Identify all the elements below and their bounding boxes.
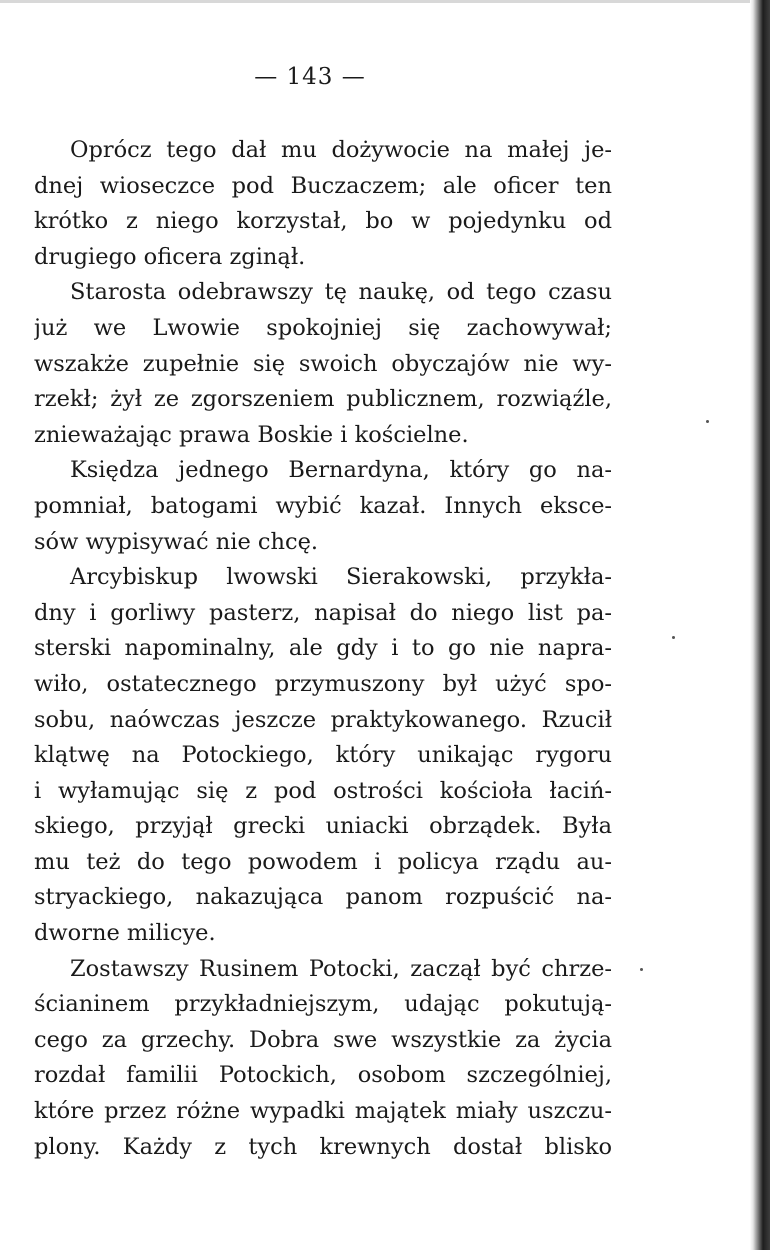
text-line: rozdał familii Potockich, osobom szczególniej, <box>34 1062 612 1089</box>
text-line: znieważając prawa Boskie i kościelne. <box>34 421 469 448</box>
text-line: wiło, ostatecznego przymuszony był użyć spo- <box>34 670 612 697</box>
text-line: i wyłamując się z pod ostrości kościoła łaciń- <box>34 777 612 804</box>
text-line: rzekł; żył ze zgorszeniem publicznem, rozwiąźle, <box>34 386 612 413</box>
page-number: — 143 — <box>254 64 366 90</box>
text-line: ścianinem przykładniejszym, udając pokutują- <box>34 991 612 1018</box>
text-line: sterski napominalny, ale gdy i to go nie napra- <box>34 635 612 662</box>
scan-right-edge <box>750 0 770 1250</box>
text-line: mu też do tego powodem i policya rządu au- <box>34 848 612 875</box>
text-line: Starosta odebrawszy tę naukę, od tego czasu <box>70 279 612 306</box>
text-line: plony. Każdy z tych krewnych dostał blisko <box>34 1133 612 1160</box>
text-line: dnej wioseczce pod Buczaczem; ale oficer ten <box>34 172 612 199</box>
body-text <box>34 133 612 1165</box>
text-line: pomniał, batogami wybić kazał. Innych eksce- <box>34 492 612 519</box>
scan-speck <box>640 968 643 971</box>
text-line: wszakże zupełnie się swoich obyczajów nie wy- <box>34 350 612 377</box>
text-line: Zostawszy Rusinem Potocki, zaczął być chrze- <box>70 955 612 982</box>
text-line: cego za grzechy. Dobra swe wszystkie za życia <box>34 1026 612 1053</box>
text-line: które przez różne wypadki majątek miały uszczu- <box>34 1098 612 1125</box>
scan-speck <box>706 420 709 423</box>
text-line: sów wypisywać nie chcę. <box>34 528 319 555</box>
text-line: Oprócz tego dał mu dożywocie na małej je- <box>70 137 612 163</box>
text-line: stryackiego, nakazująca panom rozpuścić na- <box>34 884 612 911</box>
text-line: klątwę na Potockiego, który unikając rygoru <box>34 742 612 769</box>
text-line: dworne milicye. <box>34 920 216 947</box>
text-line: skiego, przyjął grecki uniacki obrządek. Była <box>34 813 612 840</box>
text-line: sobu, naówczas jeszcze praktykowanego. Rzucił <box>34 706 612 733</box>
scan-speck <box>672 636 675 639</box>
text-line: Arcybiskup lwowski Sierakowski, przykła- <box>70 564 612 591</box>
text-line: krótko z niego korzystał, bo w pojedynku od <box>34 208 612 235</box>
scan-top-edge <box>0 0 770 3</box>
text-line: Księdza jednego Bernardyna, który go na- <box>70 457 612 484</box>
text-line: dny i gorliwy pasterz, napisał do niego list pa- <box>34 599 612 626</box>
text-line: drugiego oficera zginął. <box>34 243 306 270</box>
text-line: już we Lwowie spokojniej się zachowywał; <box>34 314 612 341</box>
